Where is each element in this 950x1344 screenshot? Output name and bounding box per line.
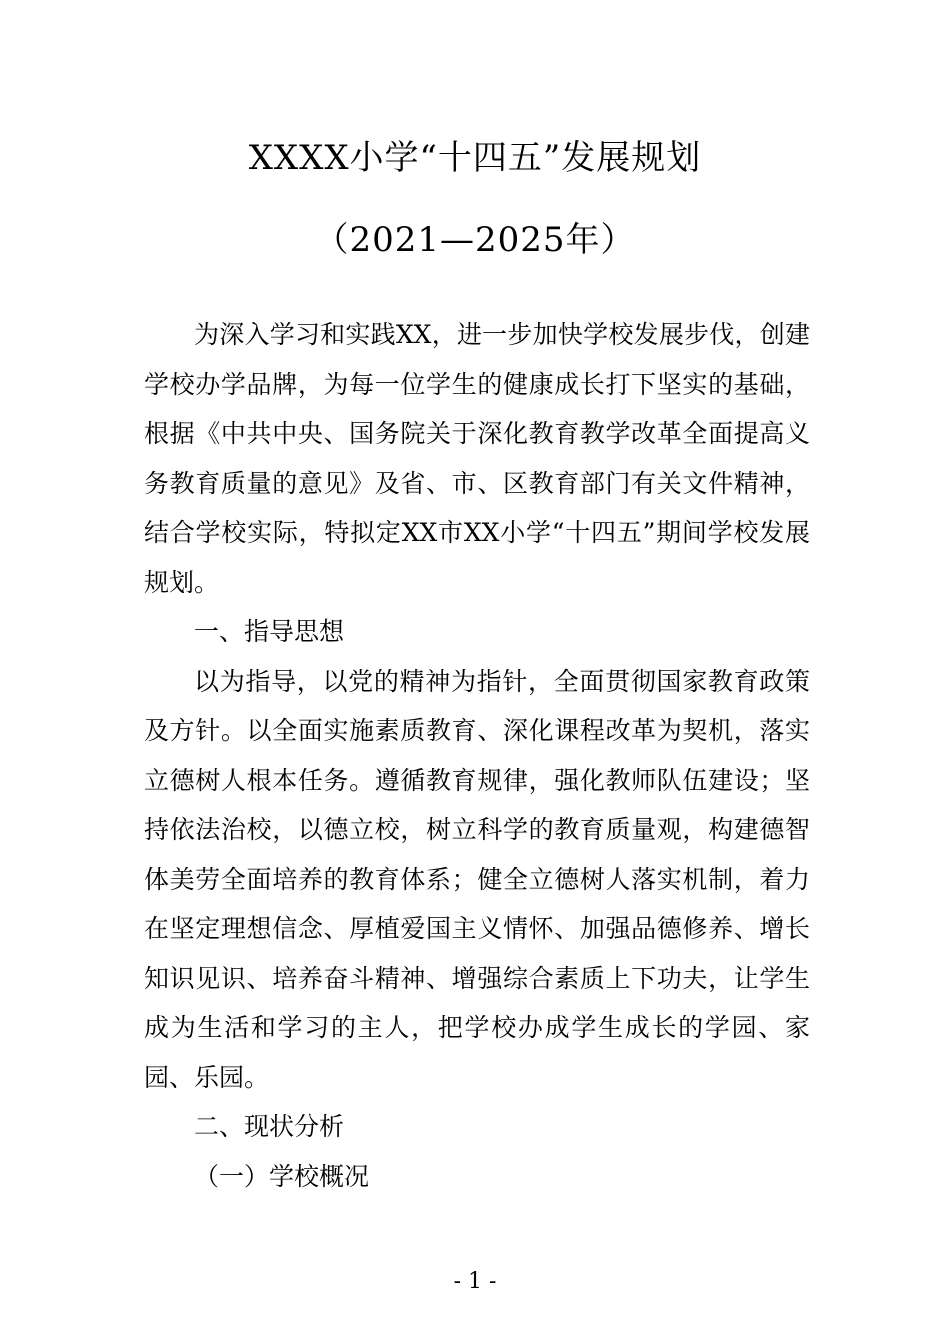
page-number: - 1 - [453, 1269, 497, 1294]
document-title: XXXX小学“十四五”发展规划 [248, 138, 702, 178]
section-heading-status-analysis: 二、现状分析 [194, 1112, 345, 1141]
section-heading-guiding-ideology: 一、指导思想 [194, 617, 345, 646]
document-subtitle: （2021—2025年） [314, 220, 636, 260]
document-body [144, 310, 810, 1201]
subsection-heading-school-overview: （一）学校概况 [194, 1161, 370, 1191]
guiding-ideology-paragraph: 以为指导，以党的精神为指针，全面贯彻国家教育政策及方针。以全面实施素质教育、深化课程改革为契机，落实立德树人根本任务。遵循教育规律，强化教师队伍建设；坚持依法治校，以德立校，树立科学的教育质量观，构建德智体美劳全面培养的教育体系；健全立德树人落实机制，着力在坚定理想信念、厚植爱国主义情怀、加强品德修养、增长知识见识、培养奋斗精神、增强综合素质上下功夫，让学生成为生活和学习的主人，把学校办成学生成长的学园、家园、乐园。 [144, 666, 810, 1092]
intro-paragraph: 为深入学习和实践XX，进一步加快学校发展步伐，创建学校办学品牌，为每一位学生的健康成长打下坚实的基础，根据《中共中央、国务院关于深化教育教学改革全面提高义务教育质量的意见》及省、市、区教育部门有关文件精神，结合学校实际，特拟定XX市XX小学“十四五”期间学校发展规划。 [144, 320, 810, 597]
